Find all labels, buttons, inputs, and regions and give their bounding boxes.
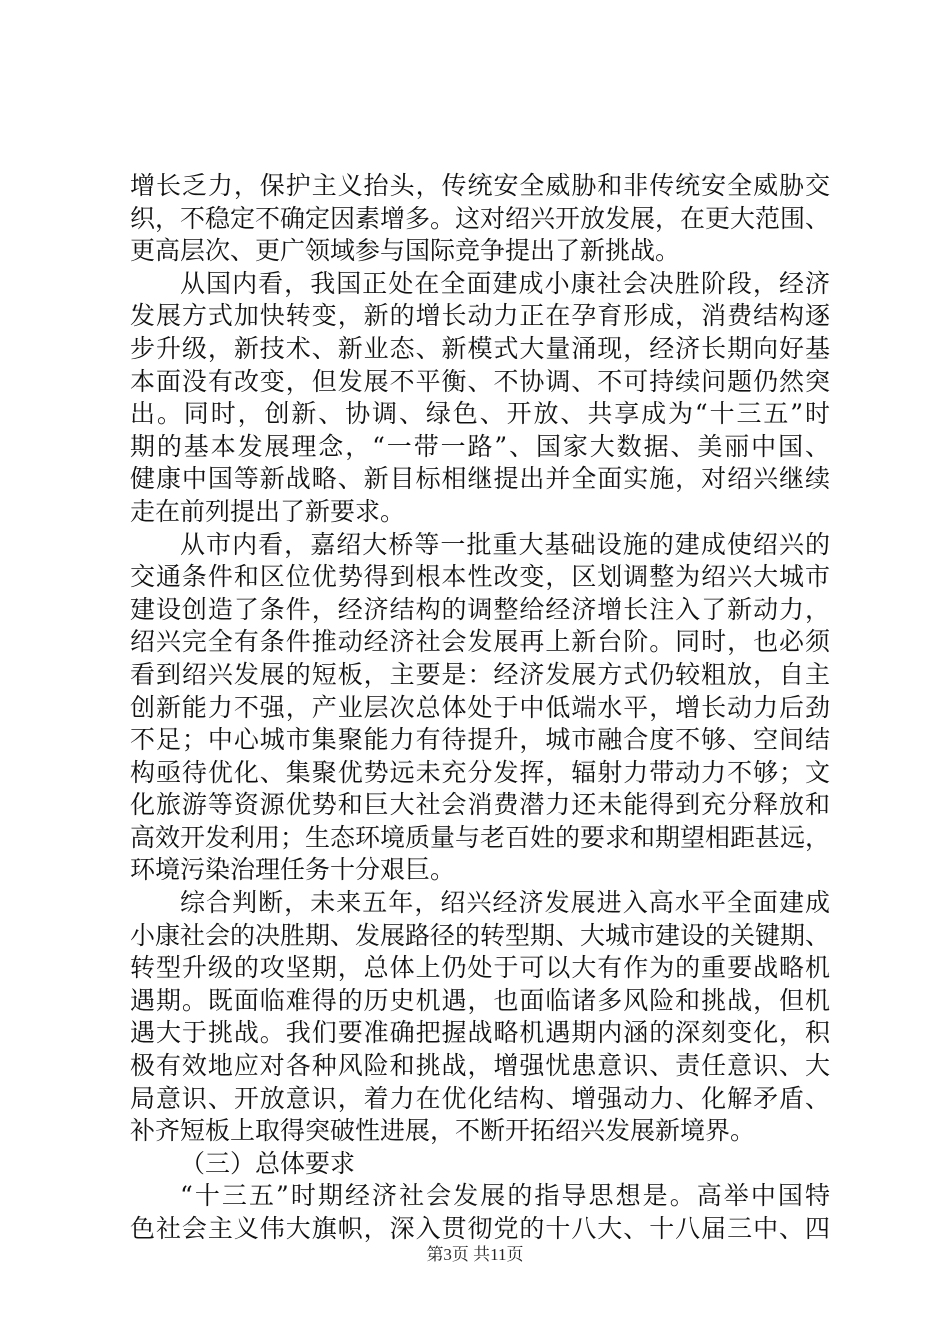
text-line: 化旅游等资源优势和巨大社会消费潜力还未能得到充分释放和 [130,790,830,820]
text-line: “十三五”时期经济社会发展的指导思想是。高举中国特 [180,1181,830,1211]
text-line: 从国内看，我国正处在全面建成小康社会决胜阶段，经济 [180,268,830,298]
text-line: 织，不稳定不确定因素增多。这对绍兴开放发展，在更大范围、 [130,203,830,233]
text-line: 补齐短板上取得突破性进展，不断开拓绍兴发展新境界。 [130,1116,756,1146]
text-line: 转型升级的攻坚期，总体上仍处于可以大有作为的重要战略机 [130,953,830,983]
text-line: 创新能力不强，产业层次总体处于中低端水平，增长动力后劲 [130,692,830,722]
document-body [130,170,830,1246]
text-line: 遇大于挑战。我们要准确把握战略机遇期内涵的深刻变化，积 [130,1018,830,1048]
text-line: 健康中国等新战略、新目标相继提出并全面实施，对绍兴继续 [130,464,830,494]
text-line: 发展方式加快转变，新的增长动力正在孕育形成，消费结构逐 [130,301,830,331]
text-line: 交通条件和区位优势得到根本性改变，区划调整为绍兴大城市 [130,562,830,592]
text-line: 出。同时，创新、协调、绿色、开放、共享成为“十三五”时 [130,399,830,429]
text-line: 色社会主义伟大旗帜，深入贯彻党的十八大、十八届三中、四 [130,1214,830,1243]
page-number: 第3页 共11页 [426,1245,524,1264]
text-line: 局意识、开放意识，着力在优化结构、增强动力、化解矛盾、 [130,1083,830,1113]
text-line: 极有效地应对各种风险和挑战，增强忧患意识、责任意识、大 [130,1051,830,1081]
text-line: 遇期。既面临难得的历史机遇，也面临诸多风险和挑战，但机 [130,985,830,1015]
page-footer [0,1240,950,1265]
text-line: 综合判断，未来五年，绍兴经济发展进入高水平全面建成 [180,888,830,918]
text-line: 高效开发利用；生态环境质量与老百姓的要求和期望相距甚远， [130,822,830,852]
text-line: 构亟待优化、集聚优势远未充分发挥，辐射力带动力不够；文 [130,757,830,787]
text-line: 走在前列提出了新要求。 [130,496,406,526]
text-line: 期的基本发展理念，“一带一路”、国家大数据、美丽中国、 [130,431,830,461]
text-line: 小康社会的决胜期、发展路径的转型期、大城市建设的关键期、 [130,920,830,950]
text-line: 绍兴完全有条件推动经济社会发展再上新台阶。同时，也必须 [130,627,830,657]
text-line: 本面没有改变，但发展不平衡、不协调、不可持续问题仍然突 [130,366,830,396]
text-line: 从市内看，嘉绍大桥等一批重大基础设施的建成使绍兴的 [180,529,830,559]
text-line: （三）总体要求 [180,1148,356,1178]
text-line: 建设创造了条件，经济结构的调整给经济增长注入了新动力， [130,594,830,624]
text-line: 增长乏力，保护主义抬头，传统安全威胁和非传统安全威胁交 [130,171,830,200]
text-line: 不足；中心城市集聚能力有待提升，城市融合度不够、空间结 [130,725,830,755]
text-line: 看到绍兴发展的短板，主要是：经济发展方式仍较粗放，自主 [130,659,830,689]
text-line: 环境污染治理任务十分艰巨。 [130,855,456,885]
text-line: 步升级，新技术、新业态、新模式大量涌现，经济长期向好基 [130,333,830,363]
text-line: 更高层次、更广领域参与国际竞争提出了新挑战。 [130,236,681,266]
